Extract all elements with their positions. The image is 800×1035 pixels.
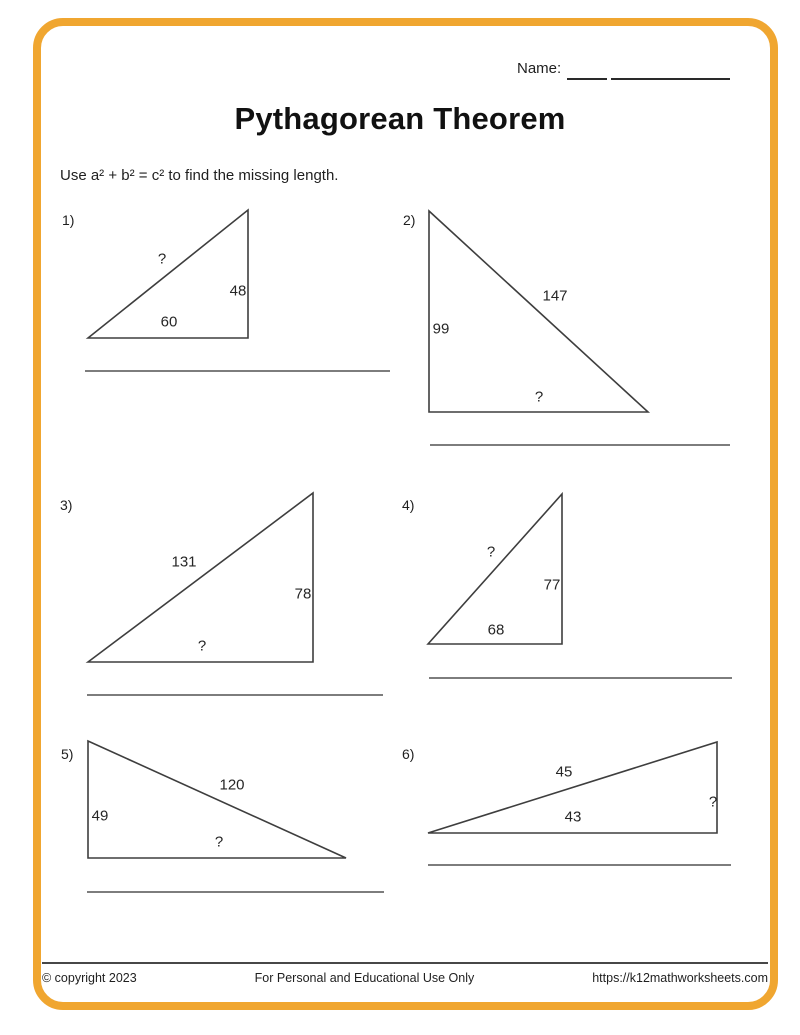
- answer-line-3: [87, 694, 383, 696]
- problem-4-hypotenuse-label: ?: [486, 543, 496, 561]
- page-title: Pythagorean Theorem: [234, 101, 566, 136]
- problem-6-vertical-leg-label: ?: [708, 793, 718, 811]
- problem-1-number: 1): [62, 212, 75, 228]
- problem-2-horizontal-leg-label: ?: [534, 388, 544, 406]
- problem-2-vertical-leg-label: 99: [432, 320, 450, 338]
- problem-3-number: 3): [60, 497, 73, 513]
- problem-5-vertical-leg-label: 49: [91, 807, 109, 825]
- answer-line-1: [85, 370, 390, 372]
- problem-4-vertical-leg-label: 77: [543, 576, 561, 594]
- instruction-text: Use a² + b² = c² to find the missing length.: [60, 167, 339, 184]
- problem-5-hypotenuse-label: 120: [219, 776, 245, 794]
- problem-3-vertical-leg-label: 78: [294, 585, 312, 603]
- answer-line-5: [87, 891, 384, 893]
- footer-url[interactable]: https://k12mathworksheets.com: [592, 971, 768, 985]
- name-label: Name:: [517, 60, 562, 77]
- problem-4-number: 4): [402, 497, 415, 513]
- footer-copyright: © copyright 2023: [42, 971, 137, 985]
- problem-5-number: 5): [61, 746, 74, 762]
- answer-line-2: [430, 444, 730, 446]
- problem-6-hypotenuse-label: 45: [555, 763, 573, 781]
- triangle-2: [429, 211, 648, 412]
- problem-3-horizontal-leg-label: ?: [197, 637, 207, 655]
- problem-5-horizontal-leg-label: ?: [214, 833, 224, 851]
- answer-line-6: [428, 864, 731, 866]
- problem-1-hypotenuse-label: ?: [157, 250, 167, 268]
- problem-1-vertical-leg-label: 48: [229, 282, 247, 300]
- footer: [42, 971, 768, 985]
- problem-3-hypotenuse-label: 131: [171, 553, 197, 571]
- problem-2-hypotenuse-label: 147: [542, 287, 568, 305]
- problem-1-horizontal-leg-label: 60: [160, 313, 178, 331]
- problem-2-number: 2): [403, 212, 416, 228]
- problem-6-number: 6): [402, 746, 415, 762]
- answer-line-4: [429, 677, 732, 679]
- footer-usage-note: For Personal and Educational Use Only: [254, 971, 475, 985]
- problem-6-horizontal-leg-label: 43: [564, 808, 582, 826]
- footer-rule: [42, 962, 768, 964]
- problem-4-horizontal-leg-label: 68: [487, 621, 505, 639]
